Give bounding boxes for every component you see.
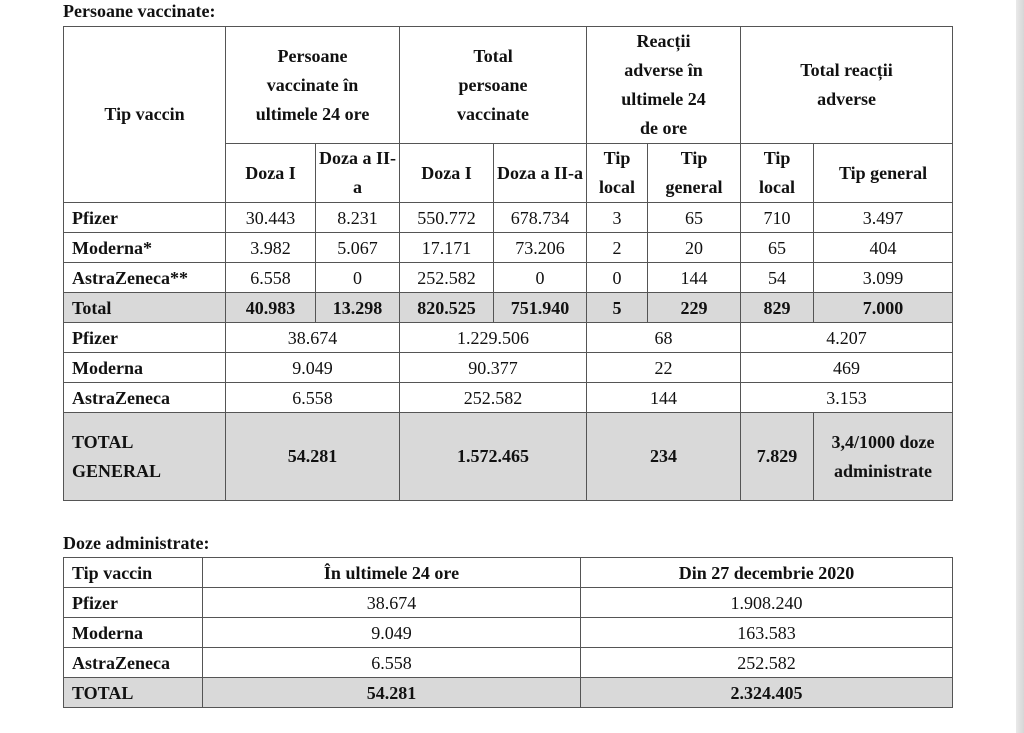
cell: 144 xyxy=(648,263,741,293)
cell: 6.558 xyxy=(203,648,581,678)
cell: 2.324.405 xyxy=(581,678,953,708)
row-label: Total xyxy=(64,293,226,323)
cell: 820.525 xyxy=(400,293,494,323)
header-tip-general: Tip general xyxy=(648,144,741,203)
table-row xyxy=(64,618,953,648)
header-total-adverse: Total reacții adverse xyxy=(741,27,953,144)
cell: 404 xyxy=(814,233,953,263)
cell: 678.734 xyxy=(494,203,587,233)
cell: 252.582 xyxy=(581,648,953,678)
cell: 5 xyxy=(587,293,648,323)
cell: 3 xyxy=(587,203,648,233)
section-title-persoane-vaccinate: Persoane vaccinate: xyxy=(63,1,216,21)
row-label: Pfizer xyxy=(64,588,203,618)
row-label: Pfizer xyxy=(64,203,226,233)
total-row xyxy=(64,293,953,323)
cell: 68 xyxy=(587,323,741,353)
cell: 5.067 xyxy=(316,233,400,263)
header-tip-vaccin: Tip vaccin xyxy=(64,558,203,588)
cell: 4.207 xyxy=(741,323,953,353)
vaccinated-persons-table xyxy=(63,26,953,501)
cell: 252.582 xyxy=(400,263,494,293)
cell: 1.908.240 xyxy=(581,588,953,618)
header-total-tip-local: Tip local xyxy=(741,144,814,203)
cell: 3.153 xyxy=(741,383,953,413)
cell: 2 xyxy=(587,233,648,263)
cell: 829 xyxy=(741,293,814,323)
cell: 20 xyxy=(648,233,741,263)
cell: 54.281 xyxy=(203,678,581,708)
summary-row xyxy=(64,323,953,353)
row-label: AstraZeneca xyxy=(64,383,226,413)
summary-row xyxy=(64,353,953,383)
grand-total-row xyxy=(64,413,953,501)
cell: 0 xyxy=(587,263,648,293)
table-row xyxy=(64,263,953,293)
cell: 751.940 xyxy=(494,293,587,323)
section-title-doze-administrate: Doze administrate: xyxy=(63,533,210,553)
cell: 144 xyxy=(587,383,741,413)
header-tip-local: Tip local xyxy=(587,144,648,203)
header-vaccinated-24h: Persoane vaccinate în ultimele 24 ore xyxy=(226,27,400,144)
cell: 710 xyxy=(741,203,814,233)
header-adverse-24h: Reacții adverse în ultimele 24 de ore xyxy=(587,27,741,144)
cell: 3.497 xyxy=(814,203,953,233)
row-label: TOTAL xyxy=(64,678,203,708)
cell: 550.772 xyxy=(400,203,494,233)
cell: 3.982 xyxy=(226,233,316,263)
header-last-24h: În ultimele 24 ore xyxy=(203,558,581,588)
table-row xyxy=(64,203,953,233)
table-row xyxy=(64,233,953,263)
cell: 40.983 xyxy=(226,293,316,323)
total-row xyxy=(64,678,953,708)
row-label: AstraZeneca** xyxy=(64,263,226,293)
table-row xyxy=(64,588,953,618)
cell: 7.829 xyxy=(741,413,814,501)
cell: 65 xyxy=(741,233,814,263)
row-label: AstraZeneca xyxy=(64,648,203,678)
cell: 30.443 xyxy=(226,203,316,233)
cell: 1.229.506 xyxy=(400,323,587,353)
header-total-vaccinated: Total persoane vaccinate xyxy=(400,27,587,144)
cell: 9.049 xyxy=(203,618,581,648)
header-total-tip-general: Tip general xyxy=(814,144,953,203)
row-label: Moderna xyxy=(64,618,203,648)
cell: 8.231 xyxy=(316,203,400,233)
cell: 6.558 xyxy=(226,263,316,293)
cell: 229 xyxy=(648,293,741,323)
cell: 9.049 xyxy=(226,353,400,383)
row-label: TOTAL GENERAL xyxy=(64,413,226,501)
header-total-doza-2: Doza a II-a xyxy=(494,144,587,203)
row-label: Moderna* xyxy=(64,233,226,263)
cell: 17.171 xyxy=(400,233,494,263)
cell: 6.558 xyxy=(226,383,400,413)
header-total-doza-1: Doza I xyxy=(400,144,494,203)
header-doza-1: Doza I xyxy=(226,144,316,203)
header-since-dec-27: Din 27 decembrie 2020 xyxy=(581,558,953,588)
header-doza-2: Doza a II-a xyxy=(316,144,400,203)
cell: 13.298 xyxy=(316,293,400,323)
cell: 22 xyxy=(587,353,741,383)
cell: 0 xyxy=(494,263,587,293)
cell: 1.572.465 xyxy=(400,413,587,501)
cell: 469 xyxy=(741,353,953,383)
cell: 65 xyxy=(648,203,741,233)
cell: 7.000 xyxy=(814,293,953,323)
cell: 90.377 xyxy=(400,353,587,383)
cell: 3.099 xyxy=(814,263,953,293)
cell: 73.206 xyxy=(494,233,587,263)
header-tip-vaccin: Tip vaccin xyxy=(64,27,226,203)
cell: 0 xyxy=(316,263,400,293)
rate-cell: 3,4/1000 doze administrate xyxy=(814,413,953,501)
cell: 38.674 xyxy=(226,323,400,353)
table-row xyxy=(64,648,953,678)
cell: 163.583 xyxy=(581,618,953,648)
cell: 38.674 xyxy=(203,588,581,618)
row-label: Moderna xyxy=(64,353,226,383)
summary-row xyxy=(64,383,953,413)
administered-doses-table xyxy=(63,557,953,708)
cell: 54.281 xyxy=(226,413,400,501)
cell: 234 xyxy=(587,413,741,501)
page-edge-shadow xyxy=(1016,0,1024,733)
cell: 54 xyxy=(741,263,814,293)
cell: 252.582 xyxy=(400,383,587,413)
row-label: Pfizer xyxy=(64,323,226,353)
